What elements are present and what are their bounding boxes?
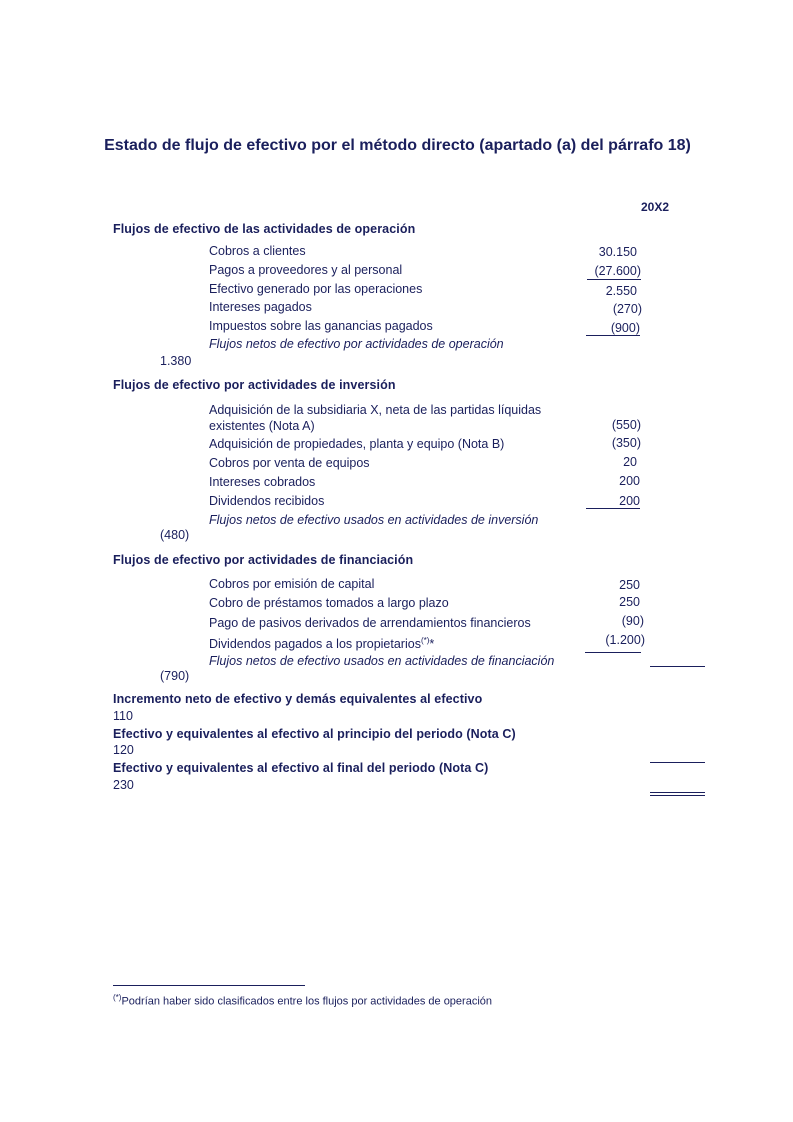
financing-item-value: (1.200)	[605, 633, 645, 647]
financing-item-value: 250	[619, 595, 640, 609]
financing-item-value: 250	[619, 578, 640, 592]
investing-total-label: Flujos netos de efectivo usados en actividades de inversión	[209, 513, 539, 527]
operating-item-label: Intereses pagados	[209, 300, 312, 314]
operating-item-value: (270)	[612, 302, 642, 316]
double-rule-top	[650, 792, 705, 793]
footnote-asterisk: *	[429, 637, 435, 652]
investing-item-label: Adquisición de la subsidiaria X, neta de las partidas líquidas	[209, 403, 542, 417]
subtotal-rule	[587, 279, 641, 280]
investing-item-value: 200	[619, 494, 640, 508]
opening-cash-value: 120	[113, 743, 134, 757]
investing-item-value: (350)	[611, 436, 641, 450]
double-rule-bottom	[650, 795, 705, 796]
financing-item-label: Dividendos pagados a los propietarios	[209, 637, 421, 652]
operating-total-label: Flujos netos de efectivo por actividades de operación	[209, 337, 504, 351]
investing-item-value: (550)	[611, 418, 641, 432]
investing-item-label: Intereses cobrados	[209, 475, 316, 489]
operating-item-value: (27.600)	[594, 264, 641, 278]
investing-item-label: existentes (Nota A)	[209, 419, 315, 433]
operating-item-label: Cobros a clientes	[209, 244, 306, 258]
investing-total-value: (480)	[160, 528, 190, 542]
financing-item-label-row	[209, 633, 434, 652]
financing-item-value: (90)	[621, 614, 644, 628]
subtotal-rule	[586, 508, 640, 509]
footnote-reference-mark: (*)	[420, 636, 430, 645]
investing-item-label: Adquisición de propiedades, planta y equipo (Nota B)	[209, 437, 505, 451]
operating-item-value: (900)	[610, 321, 640, 335]
footnote-separator	[113, 985, 305, 986]
footnote	[113, 993, 492, 1008]
closing-cash-value: 230	[113, 778, 134, 792]
year-column-header: 20X2	[641, 200, 670, 214]
financing-total-value: (790)	[160, 669, 190, 683]
operating-item-value: 30.150	[598, 245, 637, 259]
total-rule	[650, 762, 705, 763]
operating-item-value: 2.550	[605, 284, 637, 298]
subtotal-rule	[586, 335, 640, 336]
investing-item-value: 20	[623, 455, 637, 469]
operating-item-label: Impuestos sobre las ganancias pagados	[209, 319, 433, 333]
operating-total-value: 1.380	[160, 354, 192, 368]
investing-item-label: Dividendos recibidos	[209, 494, 325, 508]
closing-cash-label: Efectivo y equivalentes al efectivo al final del periodo (Nota C)	[113, 761, 489, 775]
statement-title: Estado de flujo de efectivo por el método directo (apartado (a) del párrafo 18)	[104, 137, 691, 154]
financing-total-label: Flujos netos de efectivo usados en actividades de financiación	[209, 654, 555, 668]
footnote-mark: (*)	[113, 993, 122, 1002]
investing-heading: Flujos de efectivo por actividades de inversión	[113, 378, 396, 392]
footnote-text: Podrían haber sido clasificados entre los flujos por actividades de operación	[121, 995, 493, 1008]
operating-heading: Flujos de efectivo de las actividades de operación	[113, 222, 416, 236]
operating-item-label: Pagos a proveedores y al personal	[209, 263, 403, 277]
financing-item-label: Cobro de préstamos tomados a largo plazo	[209, 596, 449, 610]
net-increase-value: 110	[113, 709, 133, 723]
operating-item-label: Efectivo generado por las operaciones	[209, 282, 423, 296]
investing-item-label: Cobros por venta de equipos	[209, 456, 370, 470]
financing-item-label: Pago de pasivos derivados de arrendamientos financieros	[209, 616, 531, 630]
opening-cash-label: Efectivo y equivalentes al efectivo al principio del periodo (Nota C)	[113, 727, 516, 741]
financing-item-label: Cobros por emisión de capital	[209, 577, 375, 591]
net-increase-label: Incremento neto de efectivo y demás equivalentes al efectivo	[113, 692, 483, 706]
financing-heading: Flujos de efectivo por actividades de financiación	[113, 553, 414, 567]
investing-item-value: 200	[619, 474, 640, 488]
total-rule	[650, 666, 705, 667]
subtotal-rule	[585, 652, 641, 653]
